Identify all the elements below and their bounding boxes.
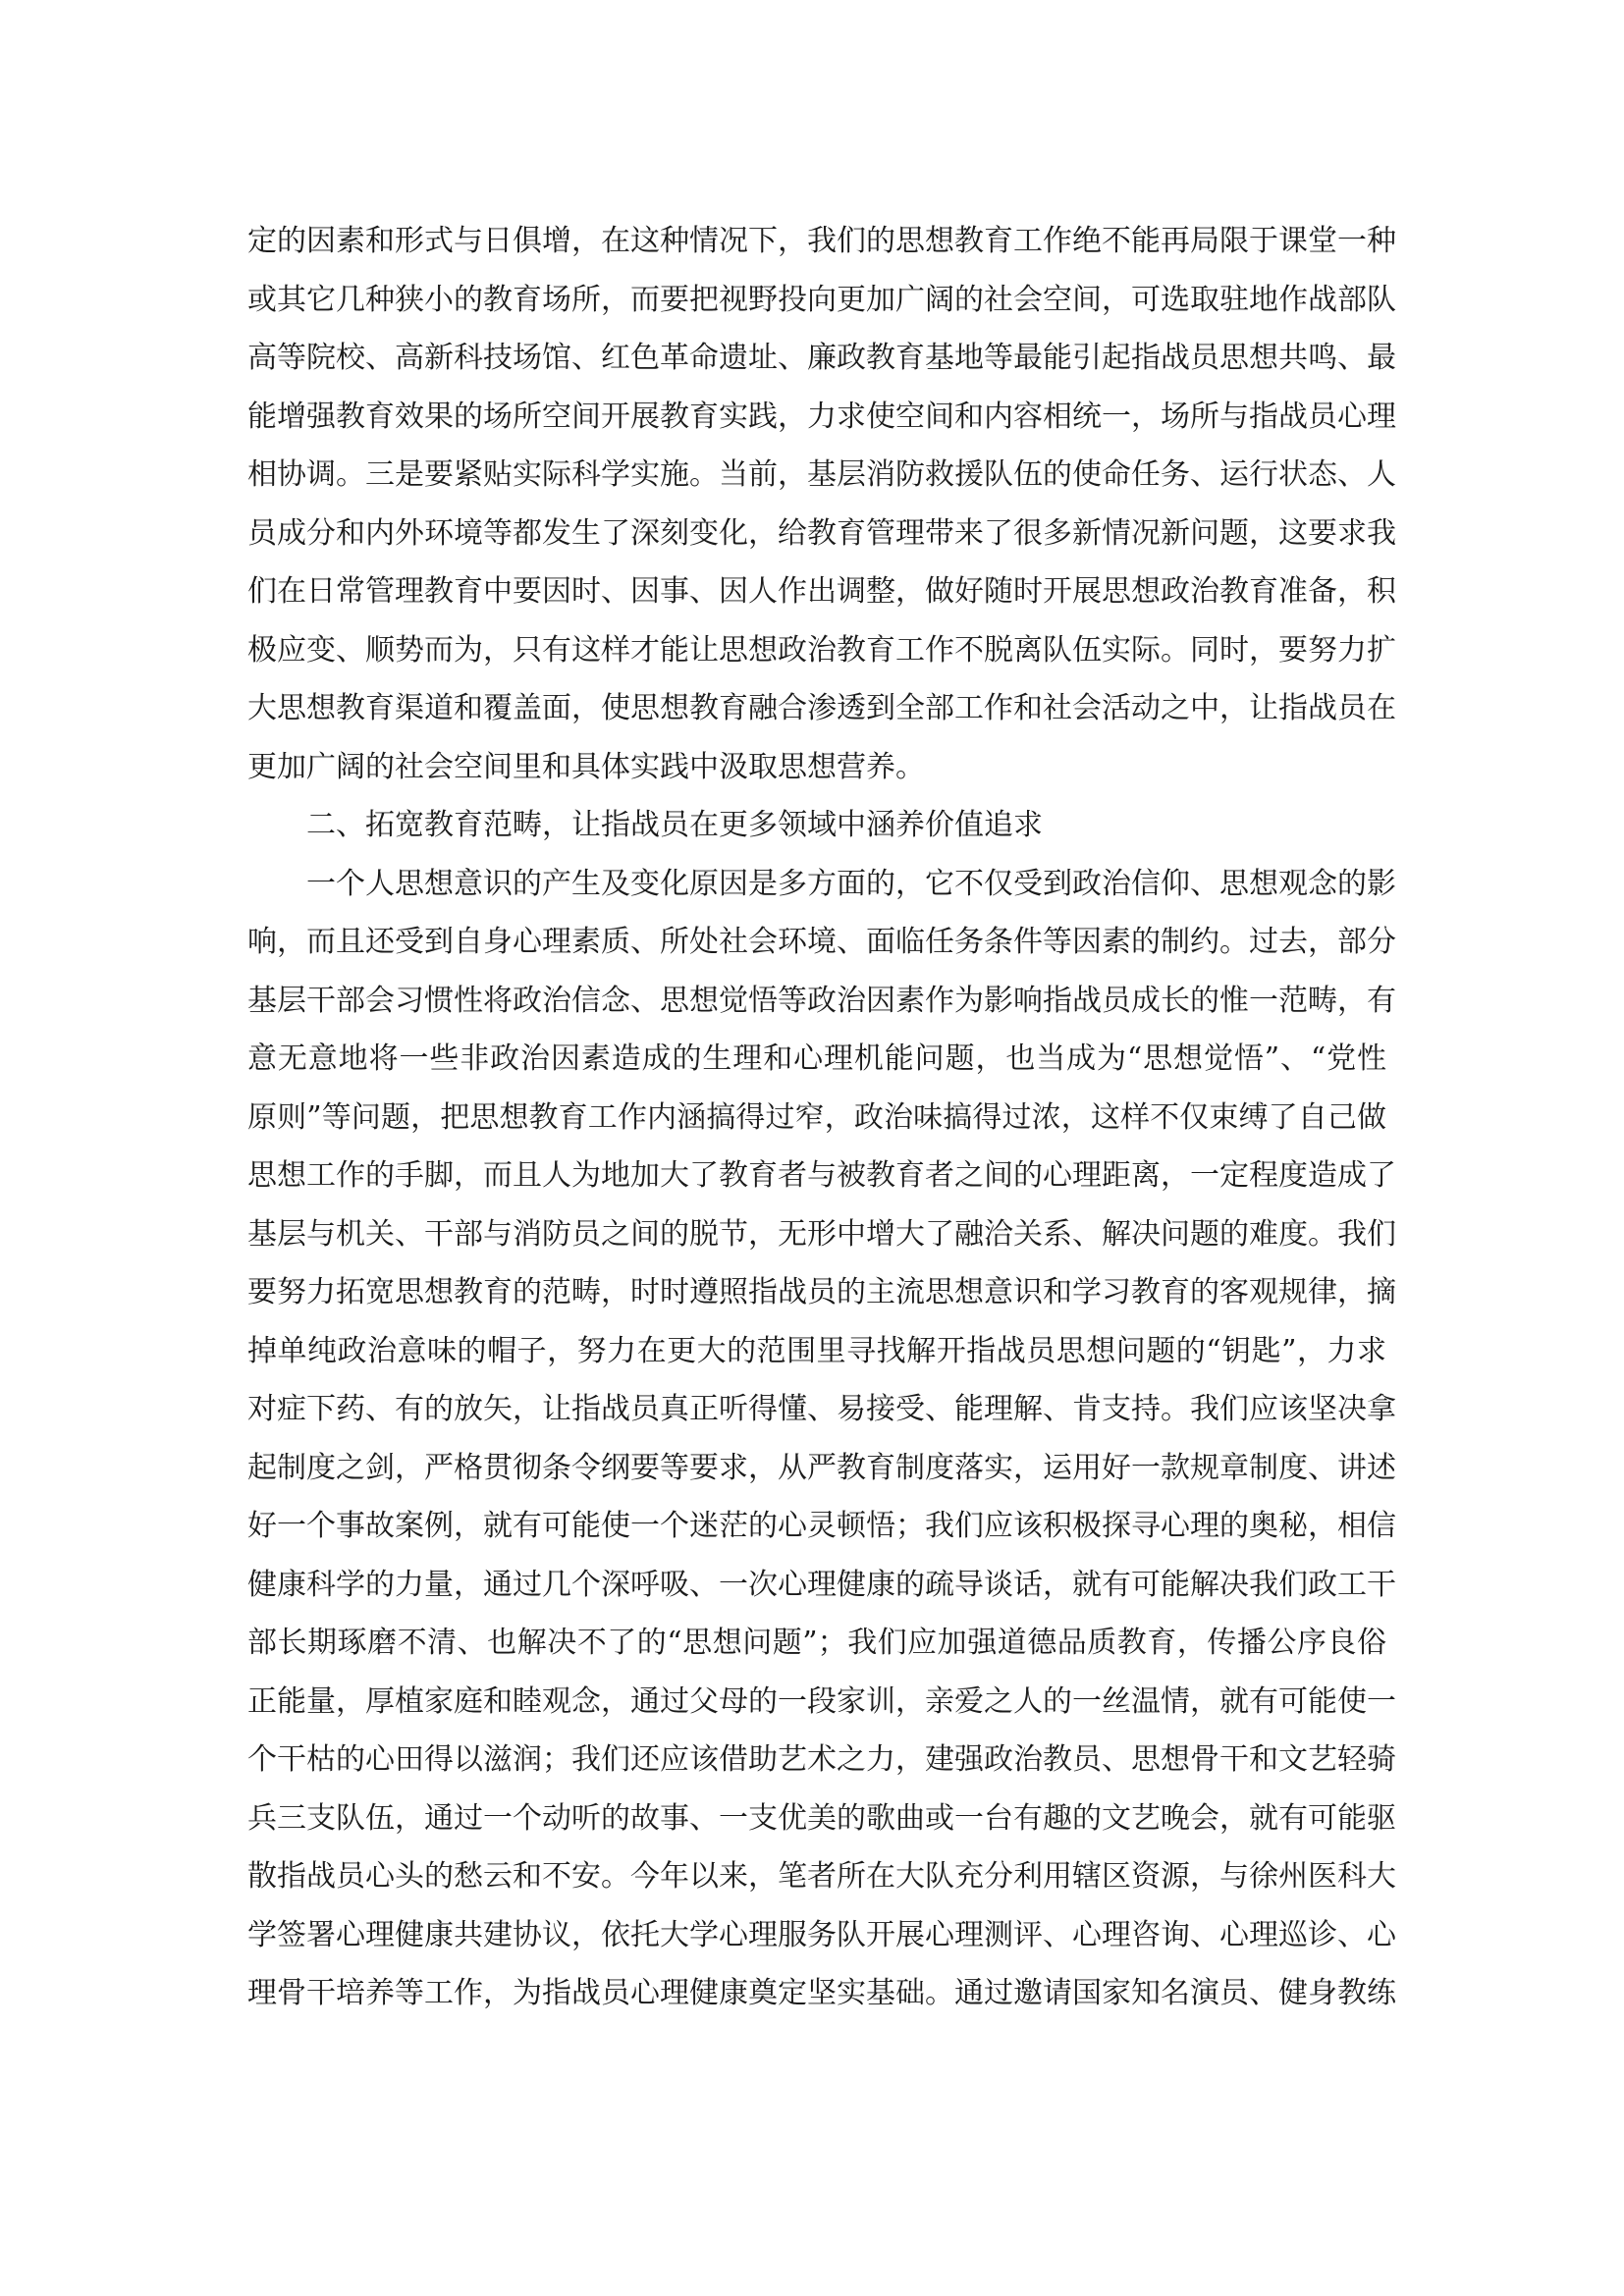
text-line: 好一个事故案例，就有可能使一个迷茫的心灵顿悟；我们应该积极探寻心理的奥秘，相信 [247,1509,1396,1543]
text-line: 思想工作的手脚，而且人为地加大了教育者与被教育者之间的心理距离，一定程度造成了 [247,1158,1396,1193]
text-line: 学签署心理健康共建协议，依托大学心理服务队开展心理测评、心理咨询、心理巡诊、心 [247,1917,1396,1952]
text-line: 个干枯的心田得以滋润；我们还应该借助艺术之力，建强政治教员、思想骨干和文艺轻骑 [247,1742,1396,1777]
text-line: 要努力拓宽思想教育的范畴，时时遵照指战员的主流思想意识和学习教育的客观规律，摘 [247,1275,1396,1309]
text-line: 更加广阔的社会空间里和具体实践中汲取思想营养。 [247,749,925,784]
text-line: 极应变、顺势而为，只有这样才能让思想政治教育工作不脱离队伍实际。同时，要努力扩 [247,632,1396,667]
text-line: 兵三支队伍，通过一个动听的故事、一支优美的歌曲或一台有趣的文艺晚会，就有可能驱 [247,1800,1396,1836]
text-line: 响，而且还受到自身心理素质、所处社会环境、面临任务条件等因素的制约。过去，部分 [247,925,1396,959]
text-line: 部长期琢磨不清、也解决不了的“思想问题”；我们应加强道德品质教育，传播公序良俗 [247,1626,1386,1660]
text-line: 高等院校、高新科技场馆、红色革命遗址、廉政教育基地等最能引起指战员思想共鸣、最 [247,341,1396,375]
text-line: 散指战员心头的愁云和不安。今年以来，笔者所在大队充分利用辖区资源，与徐州医科大 [247,1859,1396,1894]
text-line: 掉单纯政治意味的帽子，努力在更大的范围里寻找解开指战员思想问题的“钥匙”，力求 [247,1333,1386,1368]
text-line: 或其它几种狭小的教育场所，而要把视野投向更加广阔的社会空间，可选取驻地作战部队 [247,282,1396,317]
text-line: 一个人思想意识的产生及变化原因是多方面的，它不仅受到政治信仰、思想观念的影 [306,866,1396,901]
text-line: 起制度之剑，严格贯彻条令纲要等要求，从严教育制度落实，运用好一款规章制度、讲述 [247,1450,1396,1485]
document-body [247,212,1396,2023]
text-line: 大思想教育渠道和覆盖面，使思想教育融合渗透到全部工作和社会活动之中，让指战员在 [247,691,1396,725]
text-line: 正能量，厚植家庭和睦观念，通过父母的一段家训，亲爱之人的一丝温情，就有可能使一 [247,1683,1396,1719]
text-line: 员成分和内外环境等都发生了深刻变化，给教育管理带来了很多新情况新问题，这要求我 [247,515,1396,551]
text-line: 健康科学的力量，通过几个深呼吸、一次心理健康的疏导谈话，就有可能解决我们政工干 [247,1567,1396,1602]
text-line: 相协调。三是要紧贴实际科学实施。当前，基层消防救援队伍的使命任务、运行状态、人 [247,457,1396,492]
section-heading: 二、拓宽教育范畴，让指战员在更多领域中涵养价值追求 [306,808,1043,842]
text-line: 能增强教育效果的场所空间开展教育实践，力求使空间和内容相统一，场所与指战员心理 [247,399,1396,434]
text-line: 们在日常管理教育中要因时、因事、因人作出调整，做好随时开展思想政治教育准备，积 [247,574,1396,609]
text-line: 基层干部会习惯性将政治信念、思想觉悟等政治因素作为影响指战员成长的惟一范畴，有 [247,983,1396,1018]
text-line: 定的因素和形式与日俱增，在这种情况下，我们的思想教育工作绝不能再局限于课堂一种 [247,224,1396,258]
text-line: 原则”等问题，把思想教育工作内涵搞得过窄，政治味搞得过浓，这样不仅束缚了自己做 [247,1099,1386,1135]
text-line: 理骨干培养等工作，为指战员心理健康奠定坚实基础。通过邀请国家知名演员、健身教练 [247,1976,1396,2010]
text-line: 意无意地将一些非政治因素造成的生理和心理机能问题，也当成为“思想觉悟”、“党性 [247,1041,1386,1076]
text-line: 基层与机关、干部与消防员之间的脱节，无形中增大了融洽关系、解决问题的难度。我们 [247,1216,1396,1252]
text-line: 对症下药、有的放矢，让指战员真正听得懂、易接受、能理解、肯支持。我们应该坚决拿 [247,1392,1396,1426]
